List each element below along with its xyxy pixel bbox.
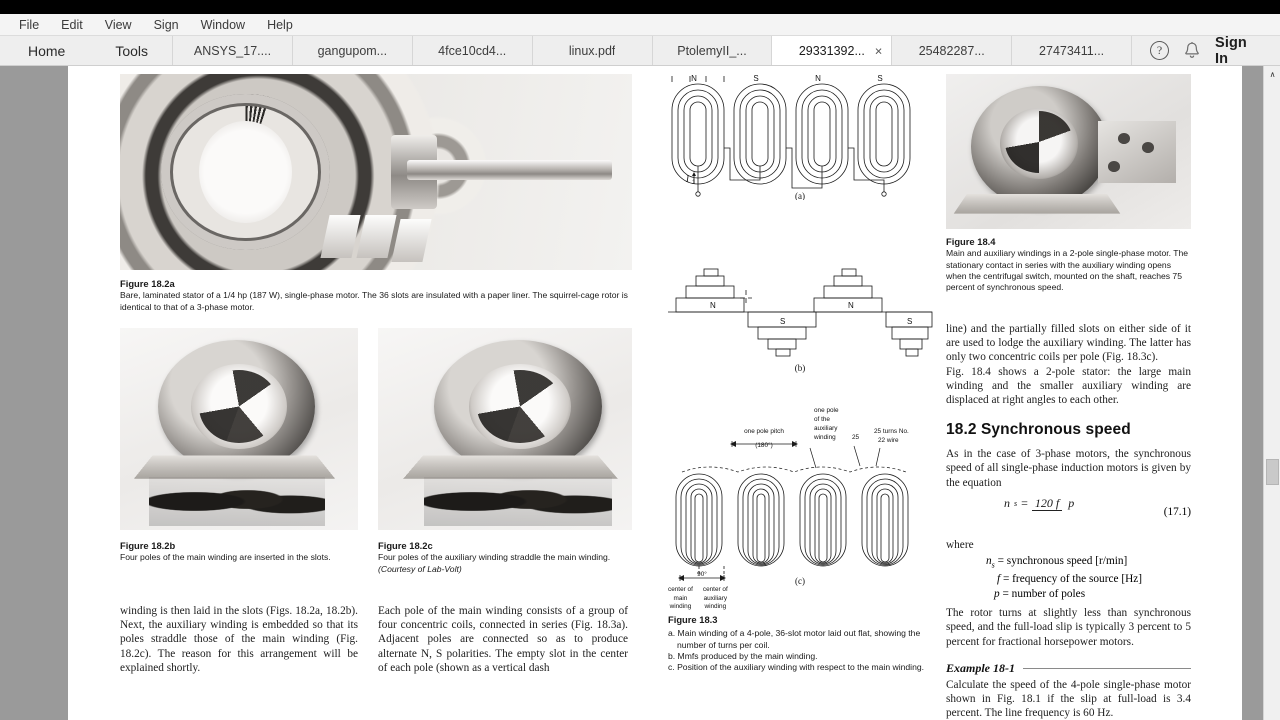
definition-text: = synchronous speed [r/min]	[997, 555, 1128, 568]
document-tab-label: 27473411...	[1039, 43, 1105, 58]
pdf-viewer	[0, 66, 1280, 720]
tab-home[interactable]: Home	[0, 36, 91, 65]
figure-18-4-image	[946, 74, 1191, 229]
figure-18-3-title: Figure 18.3	[668, 614, 718, 625]
document-tab-27473411[interactable]	[1012, 36, 1132, 65]
definition-item	[986, 554, 1191, 572]
svg-text:S: S	[907, 317, 913, 326]
svg-text:N: N	[815, 74, 821, 83]
svg-text:25: 25	[852, 434, 860, 441]
figure-18-2c-text: Four poles of the auxiliary winding straddle the main winding.	[378, 552, 611, 563]
figure-18-3-item-b: b. Mmfs produced by the main winding.	[668, 650, 818, 661]
body-right-column	[946, 322, 1191, 720]
figure-18-2a-caption	[120, 278, 632, 313]
pdf-page	[68, 66, 1242, 720]
figure-18-3a-diagram	[664, 70, 936, 205]
figure-18-2c-image	[378, 328, 632, 530]
svg-text:90°: 90°	[697, 571, 707, 578]
figure-18-3-caption	[668, 614, 930, 673]
equation-lhs: n	[1004, 495, 1010, 510]
equation-denominator: p	[1068, 496, 1075, 511]
definition-item	[997, 572, 1191, 587]
svg-text:S: S	[753, 74, 759, 83]
bell-icon[interactable]	[1183, 41, 1201, 60]
svg-text:N: N	[710, 301, 716, 310]
svg-text:25 turns No.: 25 turns No.	[874, 428, 909, 435]
svg-text:of the: of the	[814, 416, 830, 423]
equation-numerator: 120 f	[1032, 496, 1062, 511]
document-tab-25482287[interactable]	[892, 36, 1012, 65]
figure-18-3-item-c: c. Position of the auxiliary winding with respect to the main winding.	[668, 662, 925, 673]
definition-symbol: n	[986, 555, 992, 568]
figure-18-2b-image	[120, 328, 358, 530]
menu-item-help[interactable]: Help	[267, 17, 293, 32]
example-heading	[946, 661, 1191, 676]
figure-18-2a-text: Bare, laminated stator of a 1/4 hp (187 W), single-phase motor. The 36 slots are insulated with a paper liner. The squirrel-cage rotor is identical to that of a 3-phase motor.	[120, 290, 628, 312]
menu-bar	[0, 14, 1280, 36]
definition-subscript: s	[991, 560, 995, 570]
menu-item-window[interactable]: Window	[200, 17, 246, 32]
document-tab-label: PtolemyII_...	[677, 43, 747, 58]
tab-bar-actions	[1132, 36, 1280, 65]
svg-text:(180°): (180°)	[755, 442, 773, 449]
svg-text:(a): (a)	[795, 191, 805, 200]
figure-18-2b-title: Figure 18.2b	[120, 540, 176, 551]
document-tab-label: gangupom...	[317, 43, 388, 58]
svg-text:I: I	[686, 174, 689, 184]
svg-text:22 wire: 22 wire	[878, 437, 899, 444]
menu-item-edit[interactable]: Edit	[61, 17, 83, 32]
definition-item	[994, 587, 1191, 602]
definition-text: = frequency of the source [Hz]	[1002, 573, 1143, 586]
figure-18-3-item-a: a. Main winding of a 4-pole, 36-slot motor laid out flat, showing the number of turns per coil.	[668, 628, 921, 650]
svg-text:one pole pitch: one pole pitch	[744, 428, 784, 435]
definition-text: = number of poles	[1002, 588, 1086, 601]
sign-in-button[interactable]: Sign In	[1215, 34, 1247, 67]
close-icon[interactable]: ×	[874, 43, 883, 58]
figure-18-2b-caption	[120, 540, 358, 564]
body-left-column-1	[120, 604, 358, 675]
menu-item-file[interactable]: File	[19, 17, 40, 32]
center-main-winding-label: center of main winding	[668, 586, 693, 610]
svg-text:1: 1	[692, 179, 696, 186]
example-heading-label: Example 18-1	[946, 660, 1015, 675]
menu-item-sign[interactable]: Sign	[153, 17, 179, 32]
document-tab-label: 4fce10cd4...	[438, 43, 507, 58]
svg-text:auxiliary: auxiliary	[814, 425, 838, 432]
svg-text:(c): (c)	[795, 576, 805, 586]
figure-18-3c-diagram	[664, 400, 936, 591]
svg-text:winding: winding	[814, 434, 836, 441]
document-tab-label: ANSYS_17....	[193, 43, 272, 58]
definition-symbol: p	[994, 588, 1000, 601]
body-paragraph: Fig. 18.4 shows a 2-pole stator: the large main winding and the smaller auxiliary winding are displaced at right angles to each other.	[946, 365, 1191, 407]
equation-number: (17.1)	[1163, 505, 1191, 518]
body-paragraph: Each pole of the main winding consists of a group of four concentric coils, connected in series (Fig. 18.3a). Adjacent poles are connected so as to produce alternate N, S polarities. The empty slot in the center of each pole (shown as a vertical dash	[378, 605, 628, 674]
vertical-scrollbar[interactable]	[1263, 66, 1280, 720]
equation-17-1	[946, 496, 1191, 536]
figure-18-2a-image	[120, 74, 632, 270]
pdf-page-content	[68, 66, 1242, 720]
document-tab-label: linux.pdf	[568, 43, 616, 58]
document-tab-29331392-active[interactable]	[772, 36, 892, 65]
document-tab-label: 25482287...	[918, 43, 985, 58]
where-label: where	[946, 538, 974, 551]
example-rule	[1023, 668, 1191, 669]
menu-item-view[interactable]: View	[104, 17, 132, 32]
svg-text:S: S	[877, 74, 883, 83]
svg-text:(b): (b)	[794, 363, 806, 373]
body-left-column-2	[378, 604, 628, 675]
body-paragraph: winding is then laid in the slots (Figs. 18.2a, 18.2b). Next, the auxiliary winding is embedded so that its poles straddle those of the main winding (Fig. 18.2c). The reason for this arrangement will be explained shortly.	[120, 605, 358, 674]
body-paragraph: The rotor turns at slightly less than synchronous speed, and the full-load slip is typically 3 percent to 5 percent for fractional horsepower motors.	[946, 607, 1191, 648]
tab-bar	[0, 36, 1280, 66]
equation-operator: =	[1021, 495, 1028, 510]
scrollbar-thumb[interactable]	[1266, 459, 1279, 485]
figure-18-2c-courtesy: (Courtesy of Lab-Volt)	[378, 563, 462, 574]
document-tab-ansys[interactable]	[173, 36, 293, 65]
svg-text:N: N	[691, 74, 697, 83]
document-tab-label: 29331392...	[798, 43, 865, 58]
document-tab-linux-pdf[interactable]	[533, 36, 653, 65]
figure-18-4-title: Figure 18.4	[946, 236, 996, 247]
symbol-definitions	[986, 554, 1191, 602]
example-body: Calculate the speed of the 4-pole single-phase motor shown in Fig. 18.1 if the slip at full-load is 3.4 percent. The line frequency is 60 Hz.	[946, 678, 1191, 720]
figure-18-2b-text: Four poles of the main winding are inserted in the slots.	[120, 552, 331, 563]
equation-lhs-sub: s	[1014, 498, 1018, 508]
section-heading-18-2: 18.2 Synchronous speed	[946, 421, 1131, 439]
figure-18-4-text: Main and auxiliary windings in a 2-pole single-phase motor. The stationary contact in series with the auxiliary winding opens when the centrifugal switch, mounted on the shaft, reaches 75 percent of synchronous speed.	[946, 248, 1189, 293]
svg-text:N: N	[848, 301, 854, 310]
figure-18-3b-diagram	[664, 254, 936, 379]
figure-18-2c-caption	[378, 540, 628, 575]
document-tab-4fce10cd4[interactable]	[413, 36, 533, 65]
figure-18-2c-title: Figure 18.2c	[378, 540, 433, 551]
center-auxiliary-winding-label: center of auxiliary winding	[702, 586, 728, 610]
svg-text:one pole: one pole	[814, 407, 839, 414]
figure-18-3c-center-labels	[668, 586, 788, 612]
svg-text:S: S	[780, 317, 786, 326]
body-paragraph: As in the case of 3-phase motors, the synchronous speed of all single-phase induction motors is given by the equation	[946, 448, 1191, 489]
body-paragraph: line) and the partially filled slots on either side of it are used to lodge the auxiliary winding. The latter has only two concentric coils per pole (Fig. 18.3c).	[946, 323, 1191, 364]
definition-symbol: f	[997, 573, 1001, 586]
figure-18-4-caption	[946, 236, 1191, 293]
document-tab-gangupom[interactable]	[293, 36, 413, 65]
help-icon[interactable]: ?	[1150, 41, 1169, 60]
tab-tools[interactable]: Tools	[91, 36, 173, 65]
document-tab-ptolemyii[interactable]	[653, 36, 773, 65]
scroll-up-icon[interactable]: ∧	[1269, 70, 1276, 79]
figure-18-2a-title: Figure 18.2a	[120, 278, 175, 289]
